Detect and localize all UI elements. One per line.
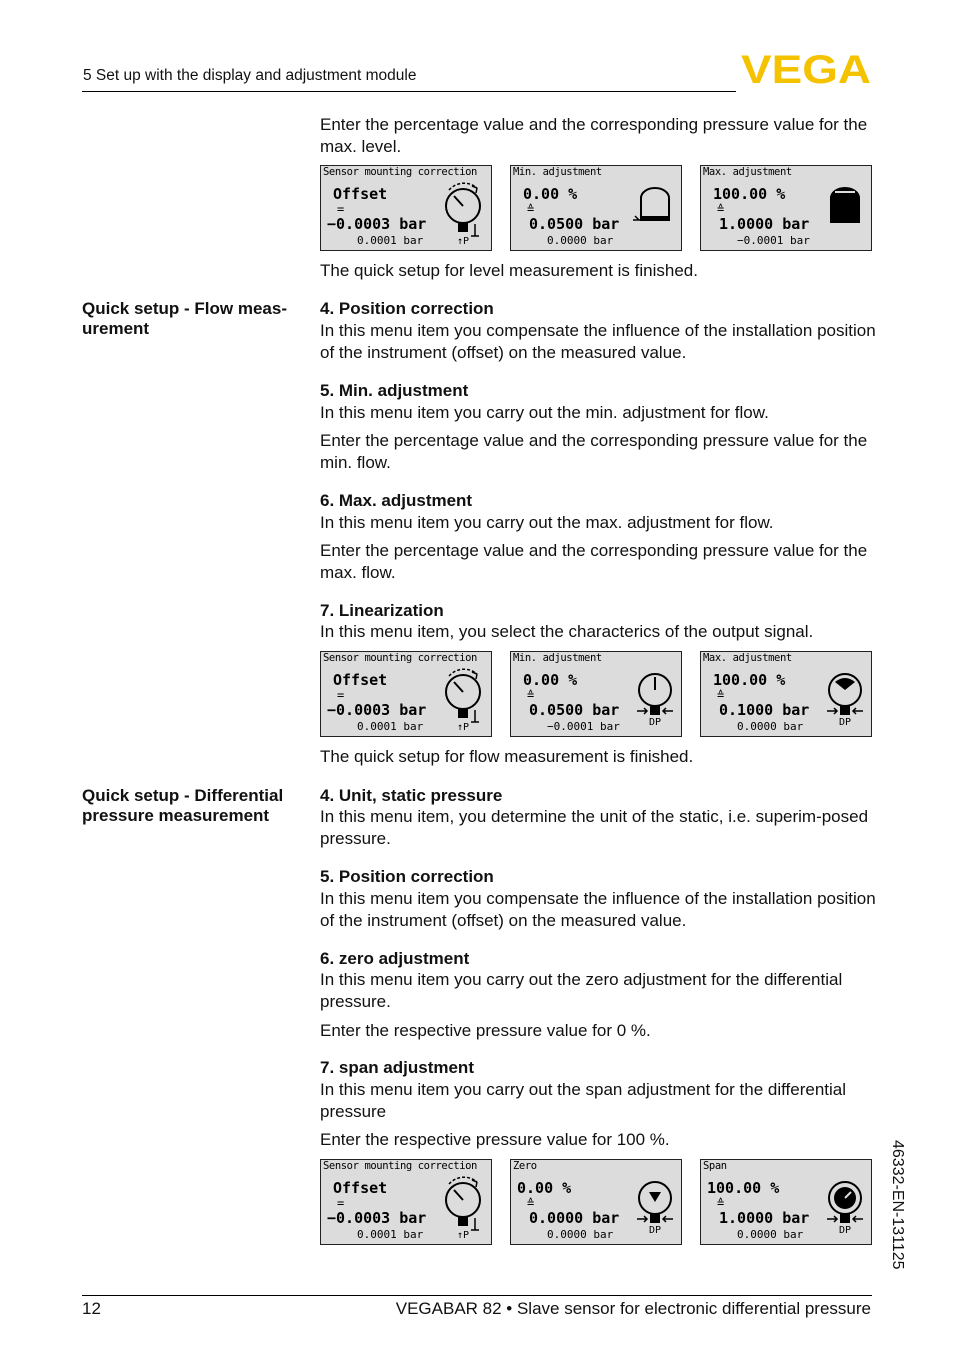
- screen-live-value: 0.0001 bar: [357, 720, 424, 733]
- diff-s5-title: 5. Position correction: [320, 867, 494, 886]
- screen-title: Max. adjustment: [703, 166, 792, 178]
- screen-value: 0.00 %: [523, 671, 578, 689]
- screen-title: Min. adjustment: [513, 652, 602, 664]
- screen-title: Sensor mounting correction: [323, 652, 477, 664]
- screen-value: 100.00 %: [707, 1179, 780, 1197]
- svg-text:DP: DP: [838, 1225, 852, 1236]
- footer-doc-title: VEGABAR 82 • Slave sensor for electronic differential pressure: [395, 1299, 871, 1318]
- svg-text:DP: DP: [648, 717, 662, 728]
- screen-equals: =: [337, 202, 345, 216]
- screen-value: Offset: [333, 1179, 388, 1197]
- display-screen: [320, 165, 492, 251]
- display-screen: [320, 1159, 492, 1245]
- screen-live-value: 0.0001 bar: [357, 234, 424, 247]
- screen-pressure: −0.0003 bar: [327, 215, 427, 233]
- flow-s4-text: In this menu item you compensate the influence of the installation position of the instrument (offset) on the measured value.: [320, 321, 876, 362]
- flow-s5-title: 5. Min. adjustment: [320, 381, 469, 400]
- screen-pressure: −0.0003 bar: [327, 1209, 427, 1227]
- screen-title: Min. adjustment: [513, 166, 602, 178]
- display-screen: [700, 165, 872, 251]
- screen-title: Sensor mounting correction: [323, 166, 477, 178]
- screen-pressure: 0.0000 bar: [529, 1209, 620, 1227]
- document-code: 46332-EN-131125: [889, 1140, 906, 1270]
- screen-equals: ≙: [717, 1196, 725, 1210]
- diff-s7-text2: Enter the respective pressure value for 100 %.: [320, 1130, 670, 1149]
- diff-s5-text: In this menu item you compensate the influence of the installation position of the instrument (offset) on the measured value.: [320, 889, 876, 930]
- page-number: 12: [82, 1299, 101, 1318]
- diff-s7-title: 7. span adjustment: [320, 1058, 474, 1077]
- display-screen: [510, 651, 682, 737]
- level-finished: The quick setup for level measurement is finished.: [320, 261, 698, 280]
- screen-pressure: 1.0000 bar: [719, 215, 810, 233]
- screen-pressure: 0.0500 bar: [529, 701, 620, 719]
- screen-live-value: 0.0000 bar: [737, 1228, 804, 1241]
- header-divider: [82, 91, 736, 92]
- svg-text:DP: DP: [648, 1225, 662, 1236]
- screen-pressure: 1.0000 bar: [719, 1209, 810, 1227]
- diff-s7-text: In this menu item you carry out the span adjustment for the differential pressure: [320, 1080, 847, 1121]
- flow-s7-title: 7. Linearization: [320, 601, 444, 620]
- diff-side-heading: Quick setup - Differential pressure measurement: [82, 786, 284, 825]
- screen-title: Max. adjustment: [703, 652, 792, 664]
- screen-live-value: 0.0000 bar: [547, 1228, 614, 1241]
- screen-equals: ≙: [527, 1196, 535, 1210]
- diff-s4-title: 4. Unit, static pressure: [320, 786, 503, 805]
- screen-equals: ≙: [527, 202, 535, 216]
- svg-text:VEGA: VEGA: [741, 52, 871, 86]
- screen-equals: =: [337, 688, 345, 702]
- screen-value: Offset: [333, 185, 388, 203]
- diff-s6-text2: Enter the respective pressure value for 0 %.: [320, 1021, 651, 1040]
- screen-live-value: 0.0000 bar: [737, 720, 804, 733]
- screen-title: Sensor mounting correction: [323, 1160, 477, 1172]
- screen-live-value: 0.0000 bar: [547, 234, 614, 247]
- svg-text:↑P: ↑P: [456, 236, 470, 247]
- screen-value: Offset: [333, 671, 388, 689]
- level-intro: Enter the percentage value and the corresponding pressure value for the max. level.: [320, 115, 868, 156]
- screen-live-value: −0.0001 bar: [547, 720, 620, 733]
- screen-live-value: −0.0001 bar: [737, 234, 810, 247]
- flow-finished: The quick setup for flow measurement is finished.: [320, 747, 694, 766]
- vega-logo: [741, 52, 873, 86]
- screen-pressure: 0.0500 bar: [529, 215, 620, 233]
- screen-value: 100.00 %: [713, 671, 786, 689]
- diff-s6-text: In this menu item you carry out the zero adjustment for the differential pressure.: [320, 970, 843, 1011]
- screen-value: 100.00 %: [713, 185, 786, 203]
- screen-equals: ≙: [717, 202, 725, 216]
- display-screen: [700, 1159, 872, 1245]
- screen-equals: ≙: [527, 688, 535, 702]
- screen-pressure: 0.1000 bar: [719, 701, 810, 719]
- screen-title: Span: [703, 1160, 727, 1172]
- diff-s6-title: 6. zero adjustment: [320, 949, 470, 968]
- screen-title: Zero: [513, 1160, 537, 1172]
- header-section-title: 5 Set up with the display and adjustment module: [83, 67, 417, 84]
- svg-text:DP: DP: [838, 717, 852, 728]
- screen-value: 0.00 %: [523, 185, 578, 203]
- display-screen: [700, 651, 872, 737]
- svg-text:↑P: ↑P: [456, 722, 470, 733]
- flow-s7-text: In this menu item, you select the characterics of the output signal.: [320, 622, 814, 641]
- flow-s4-title: 4. Position correction: [320, 299, 494, 318]
- flow-side-heading: Quick setup - Flow meas-urement: [82, 299, 287, 338]
- display-screen: [510, 1159, 682, 1245]
- screen-equals: ≙: [717, 688, 725, 702]
- flow-s6-text: In this menu item you carry out the max. adjustment for flow.: [320, 513, 774, 532]
- footer-divider: [82, 1295, 872, 1296]
- display-screen: [510, 165, 682, 251]
- flow-s6-text2: Enter the percentage value and the corresponding pressure value for the max. flow.: [320, 541, 868, 582]
- screen-equals: =: [337, 1196, 345, 1210]
- display-screen: [320, 651, 492, 737]
- flow-s6-title: 6. Max. adjustment: [320, 491, 473, 510]
- flow-s5-text2: Enter the percentage value and the corresponding pressure value for the min. flow.: [320, 431, 868, 472]
- screen-live-value: 0.0001 bar: [357, 1228, 424, 1241]
- flow-s5-text: In this menu item you carry out the min. adjustment for flow.: [320, 403, 769, 422]
- svg-text:↑P: ↑P: [456, 1230, 470, 1241]
- diff-s4-text: In this menu item, you determine the unit of the static, i.e. superim-posed pressure.: [320, 807, 869, 848]
- screen-pressure: −0.0003 bar: [327, 701, 427, 719]
- screen-value: 0.00 %: [517, 1179, 572, 1197]
